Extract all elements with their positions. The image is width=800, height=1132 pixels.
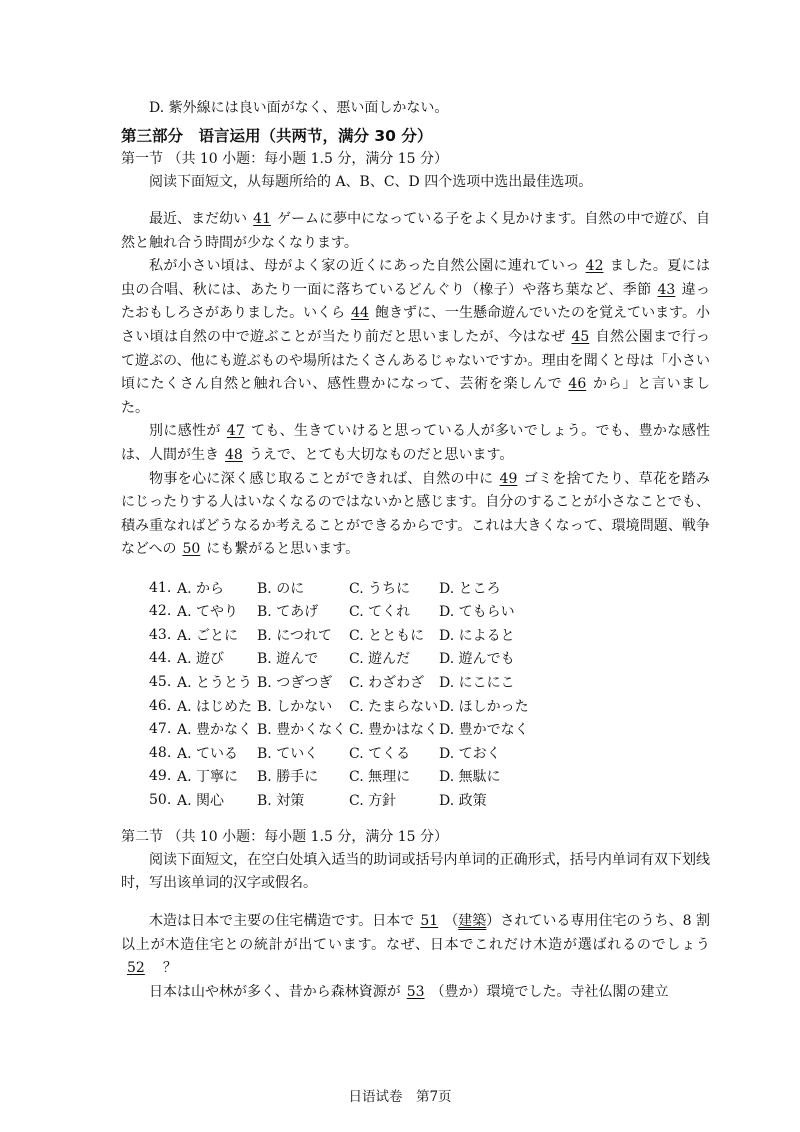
option-b: B. しかない: [257, 698, 333, 715]
option-a: A. とうとう: [177, 675, 253, 692]
option-c: C. 無理に: [349, 769, 411, 786]
passage1-paragraph-3: 別に感性が 47 ても、生きていけると思っている人が多いでしょう。でも、豊かな感性は、人間が生き 48 うえで、とても大切なものだと思います。: [121, 423, 710, 463]
option-d: D. てもらい: [439, 604, 515, 621]
options-table: [149, 576, 549, 812]
option-a: A. から: [177, 580, 225, 597]
question-number: 46.: [149, 697, 172, 714]
blank-48: 48: [225, 446, 243, 463]
option-c: C. とともに: [349, 627, 425, 644]
option-a: A. 関心: [177, 793, 225, 810]
section1-title: 第一节 （共 10 小题：每小题 1.5 分，满分 15 分）: [121, 151, 449, 167]
option-d: D. 遊んでも: [439, 651, 515, 668]
section2-title: 第二节 （共 10 小题：每小题 1.5 分，满分 15 分）: [121, 828, 449, 845]
passage1-paragraph-4: 物事を心に深く感じ取ることができれば、自然の中に 49 ゴミを捨てたり、草花を踏みにじったりする人はいなくなるのではないかと感じます。自分のすることが小さなことでも、積み重なればどうなるか考えることができるからです。これは大きくなって、環境問題、戦争などへの 50 にも繋がると思います。: [121, 470, 711, 558]
option-row: [149, 600, 549, 624]
word-51: 建築: [458, 913, 487, 930]
option-d: D. 無駄に: [439, 769, 501, 786]
option-a: A. ごとに: [177, 627, 239, 644]
question-number: 48.: [149, 744, 172, 761]
option-row: [149, 765, 549, 789]
option-b: B. につれて: [257, 627, 332, 644]
passage1-paragraph-1: 最近、まだ幼い 41 ゲームに夢中になっている子をよく見かけます。自然の中で遊び、自然と触れ合う時間が少なくなります。: [121, 211, 710, 251]
option-a: A. てやり: [177, 604, 239, 621]
blank-53: 53: [406, 983, 425, 1000]
blank-49: 49: [499, 470, 518, 487]
option-b: B. 豊かくなく: [257, 722, 347, 739]
blank-47: 47: [226, 423, 245, 440]
blank-52: 52: [127, 960, 145, 977]
question-number: 44.: [149, 650, 172, 667]
blank-50: 50: [182, 541, 201, 558]
section2-instruction: 阅读下面短文，在空白处填入适当的助词或括号内单词的正确形式，括号内单词有双下划线时，写出该单词的汉字或假名。: [121, 851, 710, 892]
passage2-paragraph-2: 日本は山や林が多く、昔から森林資源が 53 （豊か）環境でした。寺社仏閣の建立: [149, 983, 669, 1000]
option-c: C. 方針: [349, 793, 397, 810]
option-b: B. 勝手に: [257, 769, 319, 786]
option-row: [149, 647, 549, 671]
previous-option-d: D. 紫外線には良い面がなく、悪い面しかない。: [149, 100, 449, 116]
option-b: B. のに: [257, 580, 305, 597]
option-c: C. 豊かはなく: [349, 722, 439, 739]
option-c: C. わざわざ: [349, 675, 425, 692]
option-row: [149, 717, 549, 741]
part3-title: 第三部分 语言运用（共两节，满分 30 分）: [121, 127, 433, 145]
question-number: 47.: [149, 721, 172, 738]
option-d: D. によると: [439, 627, 515, 644]
option-row: [149, 576, 549, 600]
option-b: B. ていく: [257, 745, 319, 762]
section1-instruction: 阅读下面短文，从每题所给的 A、B、C、D 四个选项中选出最佳选项。: [149, 174, 593, 190]
option-a: A. ている: [177, 745, 239, 762]
option-d: D. 政策: [439, 793, 487, 810]
question-number: 49.: [149, 768, 172, 785]
passage2-paragraph-1: 木造は日本で主要の住宅構造です。日本で 51 （建築）されている専用住宅のうち、8 割以上が木造住宅との統計が出ています。なぜ、日本でこれだけ木造が選ばれるのでしょう52 ？: [121, 913, 711, 977]
question-number: 50.: [149, 792, 172, 809]
option-d: D. ておく: [439, 745, 501, 762]
option-c: C. うちに: [349, 580, 411, 597]
blank-43: 43: [657, 281, 676, 298]
question-number: 43.: [149, 626, 172, 643]
option-row: [149, 788, 549, 812]
option-row: [149, 694, 549, 718]
blank-44: 44: [351, 305, 369, 322]
page-footer: 日语试卷 第7页: [348, 1089, 452, 1105]
question-number: 42.: [149, 603, 172, 620]
option-c: C. てくる: [349, 745, 411, 762]
blank-51: 51: [420, 913, 439, 930]
blank-46: 46: [568, 376, 587, 393]
option-a: A. 遊び: [177, 651, 225, 668]
passage1-paragraph-2: 私が小さい頃は、母がよく家の近くにあった自然公園に連れていっ 42 ました。夏には虫の合唱、秋には、あたり一面に落ちているどんぐり（橡子）や落ち葉など、季節 43 違ったおもしろさがありました。いくら 44 飽きずに、一生懸命遊んでいたのを覚えています。小さい頃は自然の中で遊ぶことが当たり前だと思いましたが、今はなぜ 45 自然公園まで行って遊ぶの、他にも遊ぶものや場所はたくさんあるじゃないですか。理由を聞くと母は「小さい頃にたくさん自然と触れ合い、感性豊かになって、芸術を楽しんで 46 から」と言いました。: [121, 258, 711, 416]
option-d: D. ところ: [439, 580, 501, 597]
option-d: D. 豊かでなく: [439, 722, 529, 739]
option-d: D. にこにこ: [439, 675, 515, 692]
option-row: [149, 623, 549, 647]
option-a: A. 丁寧に: [177, 769, 239, 786]
option-a: A. 豊かなく: [177, 722, 253, 739]
blank-42: 42: [585, 258, 604, 275]
question-number: 41.: [149, 579, 172, 596]
blank-45: 45: [571, 328, 590, 345]
blank-41: 41: [253, 211, 271, 227]
option-b: B. 対策: [257, 793, 305, 810]
option-b: B. つぎつぎ: [257, 675, 333, 692]
option-b: B. てあげ: [257, 604, 319, 621]
option-c: C. てくれ: [349, 604, 411, 621]
question-number: 45.: [149, 674, 172, 691]
option-c: C. 遊んだ: [349, 651, 411, 668]
option-row: [149, 741, 549, 765]
option-c: C. たまらない: [349, 698, 439, 715]
option-b: B. 遊んで: [257, 651, 319, 668]
option-d: D. ほしかった: [439, 698, 529, 715]
option-row: [149, 670, 549, 694]
option-a: A. はじめた: [177, 698, 253, 715]
